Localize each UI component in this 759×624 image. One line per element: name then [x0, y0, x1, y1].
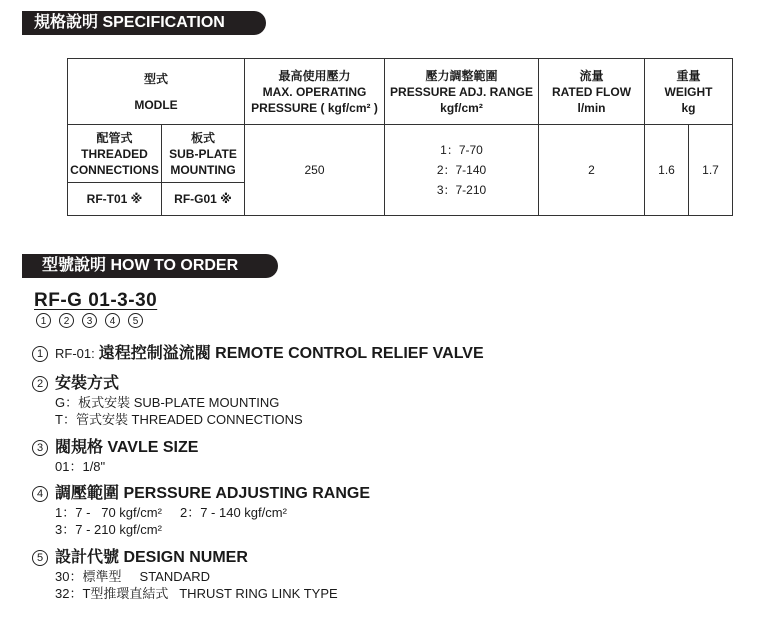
subplate-cell: [162, 125, 245, 183]
threaded-en2: CONNECTIONS: [70, 162, 159, 177]
order-item-1: [32, 344, 484, 364]
pressure-header-cell: [245, 59, 385, 125]
flow-en: RATED FLOW: [551, 84, 632, 99]
max-pressure-value: 250: [245, 125, 385, 216]
order-item-3: [32, 438, 198, 475]
weight-unit: kg: [681, 100, 696, 115]
threaded-en1: THREADED: [81, 146, 148, 161]
code-num-4: 4: [105, 313, 120, 328]
table-row: [68, 125, 733, 183]
weight-header-cell: [645, 59, 733, 125]
subplate-model: RF-G01 ※: [162, 183, 245, 216]
item-2-line-1: G：板式安裝 SUB-PLATE MOUNTING: [55, 395, 280, 410]
table-header-row: [68, 59, 733, 125]
model-header-cell: [68, 59, 245, 125]
weight-en: WEIGHT: [664, 84, 713, 99]
item-5-number: 5: [32, 550, 48, 566]
adj-en: PRESSURE ADJ. RANGE: [390, 84, 533, 99]
item-2-title: 安裝方式: [55, 375, 120, 392]
item-3-number: 3: [32, 440, 48, 456]
threaded-cell: [68, 125, 162, 183]
order-item-4: [32, 484, 370, 538]
item-4-line-2: 3：7 - 210 kgf/cm²: [55, 522, 162, 537]
item-3-line-1: 01：1/8": [55, 459, 106, 474]
item-2-number: 2: [32, 376, 48, 392]
item-1-number: 1: [32, 346, 48, 362]
subplate-cn: 板式: [190, 130, 215, 145]
model-en: MODLE: [134, 97, 178, 112]
adj-header-cell: [385, 59, 539, 125]
flow-value: 2: [539, 125, 645, 216]
item-3-title: 閥規格 VAVLE SIZE: [55, 439, 199, 456]
subplate-en2: MOUNTING: [170, 162, 236, 177]
code-num-1: 1: [36, 313, 51, 328]
weight-subplate-value: 1.7: [689, 125, 733, 216]
code-num-2: 2: [59, 313, 74, 328]
order-code: RF-G 01-3-30: [34, 290, 158, 311]
pressure-cn: 最高使用壓力: [278, 68, 351, 83]
specification-header: 規格說明 SPECIFICATION: [22, 11, 266, 35]
adj-cn: 壓力調整範圍: [425, 68, 498, 83]
adj-range-values: [385, 125, 539, 216]
specification-table: [67, 58, 733, 216]
threaded-model: RF-T01 ※: [68, 183, 162, 216]
pressure-en1: MAX. OPERATING: [262, 84, 367, 99]
code-num-5: 5: [128, 313, 143, 328]
code-num-3: 3: [82, 313, 97, 328]
item-4-line-1: 1：7 - 70 kgf/cm² 2：7 - 140 kgf/cm²: [55, 505, 287, 520]
item-5-line-2: 32：T型推環直結式 THRUST RING LINK TYPE: [55, 586, 338, 601]
item-5-title: 設計代號 DESIGN NUMER: [55, 549, 248, 566]
code-position-numbers: [36, 313, 143, 328]
item-2-line-2: T：管式安裝 THREADED CONNECTIONS: [55, 412, 303, 427]
flow-cn: 流量: [579, 68, 604, 83]
model-cn: 型式: [143, 71, 168, 86]
subplate-en1: SUB-PLATE: [169, 146, 237, 161]
item-1-title: 遠程控制溢流閥 REMOTE CONTROL RELIEF VALVE: [98, 345, 484, 362]
weight-cn: 重量: [676, 68, 701, 83]
order-item-2: [32, 374, 303, 428]
item-4-title: 調壓範圍 PERSSURE ADJUSTING RANGE: [55, 485, 371, 502]
adj-unit: kgf/cm²: [440, 100, 483, 115]
pressure-en2: PRESSURE ( kgf/cm² ): [251, 100, 378, 115]
order-item-5: [32, 548, 338, 602]
flow-header-cell: [539, 59, 645, 125]
range-2: 2：7-140: [436, 163, 487, 177]
threaded-cn: 配管式: [96, 130, 133, 145]
item-1-prefix: RF-01:: [55, 346, 95, 361]
weight-threaded-value: 1.6: [645, 125, 689, 216]
how-to-order-header: 型號說明 HOW TO ORDER: [22, 254, 278, 278]
range-3: 3：7-210: [436, 183, 487, 197]
range-1: 1：7-70: [440, 143, 483, 157]
flow-unit: l/min: [577, 100, 606, 115]
item-5-line-1: 30：標準型 STANDARD: [55, 569, 211, 584]
item-4-number: 4: [32, 486, 48, 502]
